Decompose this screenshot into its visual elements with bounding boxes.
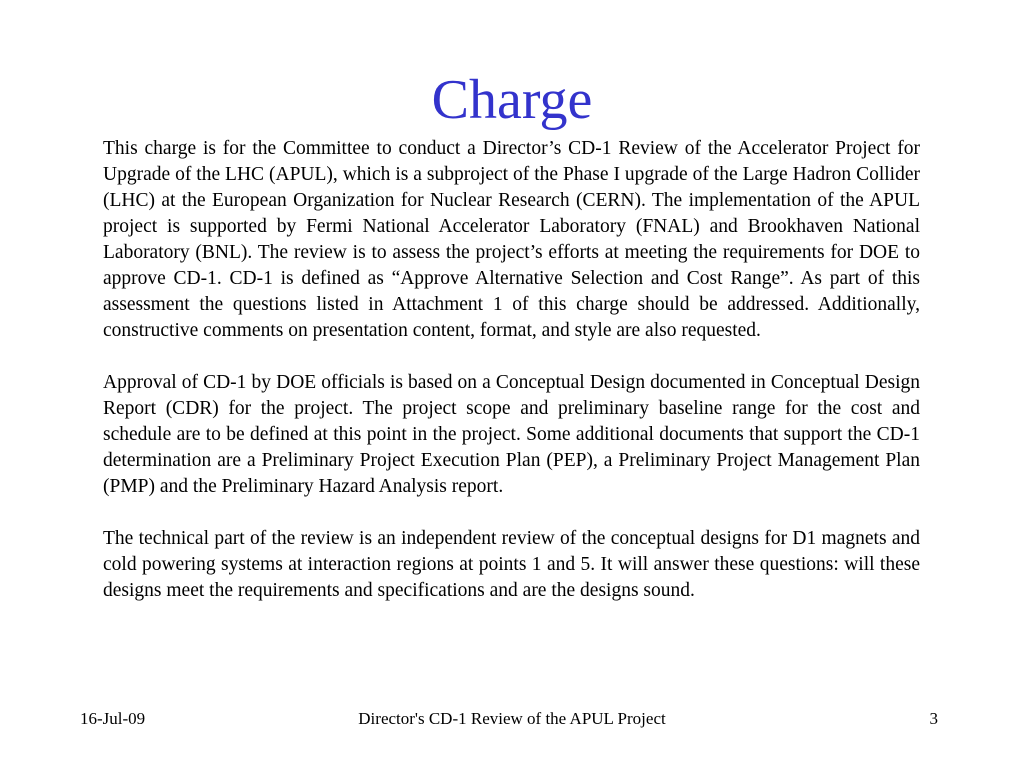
- footer-date: 16-Jul-09: [80, 709, 146, 728]
- footer-title: Director's CD-1 Review of the APUL Project: [358, 709, 666, 728]
- body-paragraph: The technical part of the review is an independent review of the conceptual designs for D1 magnets and cold powering systems at interaction regions at points 1 and 5. It will answer these questions: will these designs meet the requirements and specifications and are the designs sound.: [103, 528, 920, 601]
- page-number: 3: [929, 709, 938, 728]
- body-paragraph: This charge is for the Committee to conduct a Director’s CD-1 Review of the Accelerator Project for Upgrade of the LHC (APUL), which is a subproject of the Phase I upgrade of the Large Hadron Collider (LHC) at the European Organization for Nuclear Research (CERN). The implementation of the APUL project is supported by Fermi National Accelerator Laboratory (FNAL) and Brookhaven National Laboratory (BNL). The review is to assess the project’s efforts at meeting the requirements for DOE to approve CD-1. CD-1 is defined as “Approve Alternative Selection and Cost Range”. As part of this assessment the questions listed in Attachment 1 of this charge should be addressed. Additionally, constructive comments on presentation content, format, and style are also requested.: [103, 138, 920, 341]
- body-paragraph: Approval of CD-1 by DOE officials is based on a Conceptual Design documented in Conceptual Design Report (CDR) for the project. The project scope and preliminary baseline range for the cost and schedule are to be defined at this point in the project. Some additional documents that support the CD-1 determination are a Preliminary Project Execution Plan (PEP), a Preliminary Project Management Plan (PMP) and the Preliminary Hazard Analysis report.: [103, 372, 920, 497]
- slide-title: Charge: [431, 69, 593, 131]
- slide-body: [103, 136, 920, 604]
